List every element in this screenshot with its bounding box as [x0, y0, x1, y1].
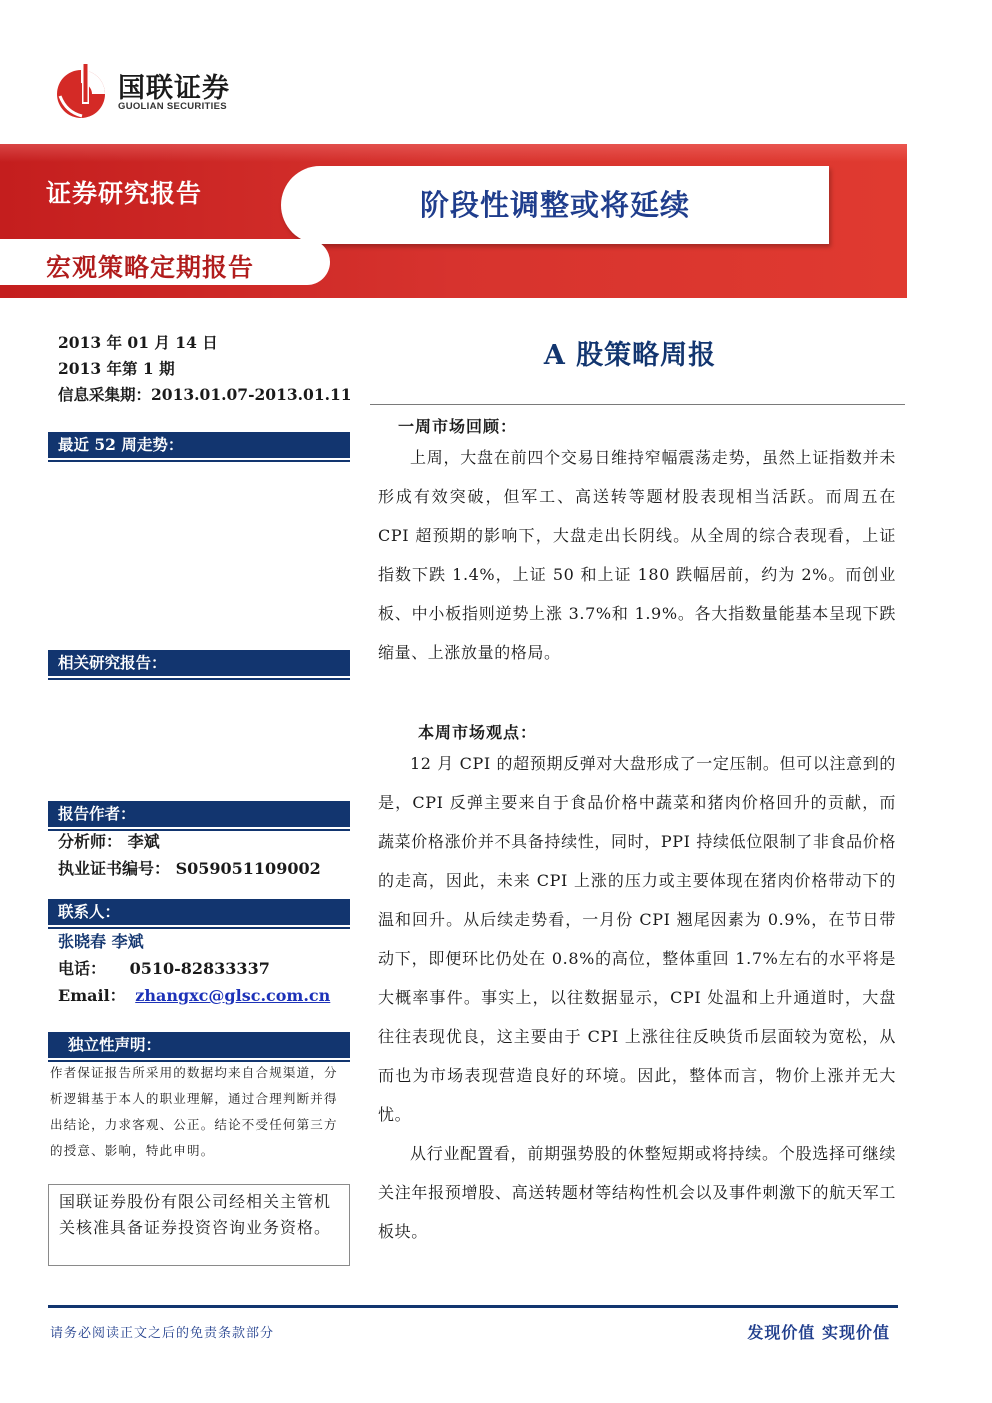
collection-period: 信息采集期：2013.01.07-2013.01.11 — [58, 385, 352, 404]
report-subcategory: 宏观策略定期报告 — [46, 253, 255, 282]
logo-name-en: GUOLIAN SECURITIES — [118, 101, 227, 112]
section-authors: 报告作者： — [48, 801, 350, 827]
report-issue: 2013 年第 1 期 — [58, 359, 175, 378]
footer-disclaimer-note: 请务必阅读正文之后的免责条款部分 — [50, 1326, 275, 1341]
review-paragraph: 上周，大盘在前四个交易日维持窄幅震荡走势，虽然上证指数并未形成有效突破，但军工、高送转等题材股表现相当活跃。而周五在 CPI 超预期的影响下，大盘走出长阴线。从全周的综合表现看，上证指数下跌 1.4%，上证 50 和上证 180 跌幅居前，约为 2%。而创业板、中小板指则逆势上涨 3.7%和 1.9%。各大指数量能基本呈现下跌缩量、上涨放量的格局。 — [378, 448, 896, 662]
banner-shine — [0, 144, 907, 162]
email-label: Email： — [58, 986, 126, 1005]
view-paragraph-1: 12 月 CPI 的超预期反弹对大盘形成了一定压制。但可以注意到的是，CPI 反弹主要来自于食品价格中蔬菜和猪肉价格回升的贡献，而蔬菜价格涨价并不具备持续性，同时，PPI 持续低位限制了非食品价格的走高，因此，未来 CPI 上涨的压力或主要体现在猪肉价格带动下的温和回升。从后续走势看，一月份 CPI 翘尾因素为 0.9%，在节日带动下，即便环比仍处在 0.8%的高位，整体重回 1.7%左右的水平将是大概率事件。事实上，以往数据显示，CPI 处温和上升通道时，大盘往往表现优良，这主要由于 CPI 上涨往往反映货币层面较为宽松，从而也为市场表现营造良好的环境。因此，整体而言，物价上涨并无大忧。 — [378, 754, 896, 1124]
contact-phone-row — [58, 956, 270, 979]
cert-number: 执业证书编号： S059051109002 — [58, 859, 321, 878]
qualification-box — [48, 1184, 350, 1266]
analyst-name: 分析师： 李斌 — [58, 832, 160, 851]
logo-name-cn: 国联证券 — [118, 73, 230, 104]
report-meta — [58, 330, 352, 408]
phone-number: 0510-82833337 — [129, 959, 270, 978]
logo-mark-icon — [52, 62, 110, 120]
contact-email-row — [58, 983, 330, 1006]
section-contact: 联系人： — [48, 899, 350, 925]
view-paragraph-2: 从行业配置看，前期强势股的休整短期或将持续。个股选择可继续关注年报预增股、高送转题材等结构性机会以及事件刺激下的航天军工板块。 — [378, 1144, 896, 1241]
contact-names: 张晓春 李斌 — [58, 932, 144, 951]
footer-slogan: 发现价值 实现价值 — [747, 1323, 890, 1342]
header-banner — [0, 144, 907, 298]
section-trend: 最近 52 周走势： — [48, 432, 350, 458]
review-title: 一周市场回顾： — [398, 417, 518, 436]
heading-divider — [370, 404, 905, 405]
report-category: 证券研究报告 — [46, 179, 203, 208]
report-date: 2013 年 01 月 14 日 — [58, 333, 218, 352]
section-independence: 独立性声明： — [48, 1032, 350, 1058]
email-link[interactable]: zhangxc@glsc.com.cn — [135, 986, 331, 1005]
section-related: 相关研究报告： — [48, 650, 350, 676]
title-panel — [281, 166, 829, 244]
report-heading: A 股策略周报 — [543, 340, 717, 371]
view-title: 本周市场观点： — [418, 723, 538, 742]
report-title: 阶段性调整或将延续 — [419, 188, 690, 222]
phone-label: 电话： — [58, 959, 107, 978]
company-logo — [52, 62, 272, 122]
footer-divider — [48, 1305, 898, 1308]
qualification-text: 国联证券股份有限公司经相关主管机关核准具备证券投资咨询业务资格。 — [59, 1192, 332, 1237]
independence-statement: 作者保证报告所采用的数据均来自合规渠道，分析逻辑基于本人的职业理解，通过合理判断并得出结论，力求客观、公正。结论不受任何第三方的授意、影响，特此申明。 — [50, 1065, 338, 1158]
